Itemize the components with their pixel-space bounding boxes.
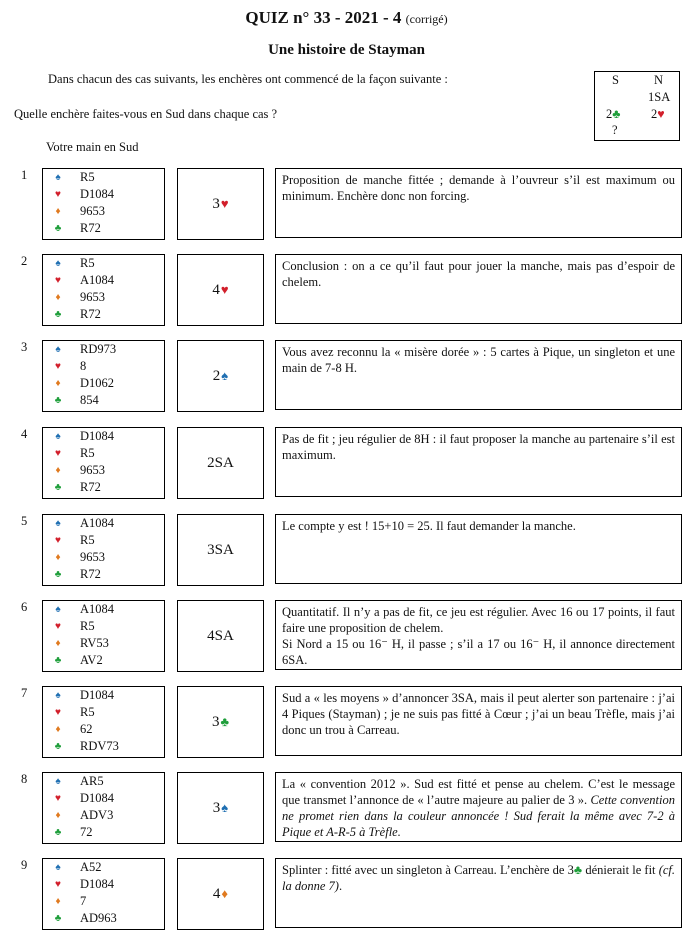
clubs-cards: 72 (80, 825, 93, 839)
row-number: 5 (21, 514, 28, 528)
heart-icon: ♥ (55, 621, 61, 632)
heart-icon: ♥ (657, 107, 665, 121)
clubs-cards: 854 (80, 393, 99, 407)
clubs-line (43, 910, 163, 927)
spades-line (43, 515, 163, 532)
spade-icon: ♠ (55, 172, 61, 183)
hearts-cards: R5 (80, 705, 95, 719)
club-icon: ♣ (54, 827, 62, 838)
diamond-icon: ♦ (55, 465, 61, 476)
row-number: 2 (21, 254, 28, 268)
spades-line (43, 601, 163, 618)
row-number: 9 (21, 858, 28, 872)
quiz-row-5 (0, 514, 693, 586)
bidding-col-n: N (654, 73, 664, 87)
south-hand (42, 168, 165, 240)
quiz-row-1 (0, 168, 693, 240)
intro-text: Dans chacun des cas suivants, les enchères ont commencé de la façon suivante : (48, 72, 448, 86)
south-hand (42, 514, 165, 586)
clubs-line (43, 824, 163, 841)
spade-icon: ♠ (55, 518, 61, 529)
diamond-icon: ♦ (55, 378, 61, 389)
hearts-line (43, 272, 163, 289)
hearts-line (43, 790, 163, 807)
bid-level: 3 (211, 713, 220, 730)
hand-label: Votre main en Sud (46, 140, 139, 154)
clubs-cards: AV2 (80, 653, 103, 667)
hearts-cards: 8 (80, 359, 87, 373)
club-icon: ♣ (54, 569, 62, 580)
clubs-cards: R72 (80, 480, 101, 494)
south-hand (42, 340, 165, 412)
diamond-icon: ♦ (55, 724, 61, 735)
diamonds-line (43, 549, 163, 566)
intro-question: Quelle enchère faites-vous en Sud dans chaque cas ? (14, 107, 278, 121)
spade-icon: ♠ (55, 258, 61, 269)
diamond-icon: ♦ (55, 638, 61, 649)
hearts-cards: D1084 (80, 877, 115, 891)
south-hand (42, 772, 165, 844)
row-number: 8 (21, 772, 28, 786)
bid-level: 4 (212, 281, 220, 298)
diamonds-cards: 9653 (80, 550, 105, 564)
bid-level: 4SA (207, 627, 234, 644)
spades-line (43, 428, 163, 445)
hearts-line (43, 704, 163, 721)
bid-level: 3 (212, 799, 221, 816)
spades-cards: D1084 (80, 688, 115, 702)
diamonds-line (43, 375, 163, 392)
diamond-icon: ♦ (55, 292, 61, 303)
hearts-line (43, 618, 163, 635)
south-hand (42, 427, 165, 499)
south-hand (42, 254, 165, 326)
quiz-row-3 (0, 340, 693, 412)
club-icon: ♣ (54, 741, 62, 752)
diamond-icon: ♦ (55, 206, 61, 217)
clubs-line (43, 306, 163, 323)
bidding-col-s: S (612, 73, 619, 87)
diamond-icon: ♦ (55, 896, 61, 907)
quiz-row-2 (0, 254, 693, 326)
diamonds-line (43, 635, 163, 652)
bidding-n1: 1SA (648, 90, 671, 104)
diamonds-line (43, 807, 163, 824)
answer-bid (177, 340, 264, 412)
club-icon: ♣ (612, 107, 621, 121)
club-icon: ♣ (54, 913, 62, 924)
answer-bid (177, 427, 264, 499)
club-icon: ♣ (54, 309, 62, 320)
hearts-cards: R5 (80, 446, 95, 460)
quiz-row-4 (0, 427, 693, 499)
answer-comment: La « convention 2012 ». Sud est fitté et pense au chelem. C’est le message que transmet l’annonce de « l’autre majeure au palier de 3 ». Cette convention ne promet rien dans la couleur annoncée ! Sud ferait la même avec 7-2 à Pique et A-R-5 à Trèfle. (275, 772, 682, 842)
clubs-line (43, 392, 163, 409)
answer-comment: Sud a « les moyens » d’annoncer 3SA, mais il peut alerter son partenaire : j’ai 4 Piques (Stayman) ; je ne suis pas fitté à Cœur ; j’ai un beau Trèfle, mais j’ai donc un trou à Carreau. (275, 686, 682, 756)
clubs-cards: R72 (80, 221, 101, 235)
answer-bid (177, 686, 264, 758)
club-icon: ♣ (220, 714, 230, 729)
row-number: 7 (21, 686, 28, 700)
spades-line (43, 859, 163, 876)
diamond-icon: ♦ (55, 810, 61, 821)
south-hand (42, 858, 165, 930)
spade-icon: ♠ (55, 690, 61, 701)
bidding-n2: 2♥ (651, 107, 665, 121)
clubs-cards: R72 (80, 307, 101, 321)
bid-level: 4 (212, 885, 221, 902)
south-hand (42, 600, 165, 672)
answer-comment: Vous avez reconnu la « misère dorée » : 5 cartes à Pique, un singleton et une main de 7-8 H. (275, 340, 682, 410)
hearts-line (43, 445, 163, 462)
spade-icon: ♠ (55, 862, 61, 873)
diamonds-line (43, 721, 163, 738)
south-hand (42, 686, 165, 758)
spades-cards: R5 (80, 170, 95, 184)
clubs-line (43, 220, 163, 237)
bid-level: 3 (212, 195, 220, 212)
clubs-line (43, 652, 163, 669)
hearts-line (43, 186, 163, 203)
answer-comment: Pas de fit ; jeu régulier de 8H : il faut proposer la manche au partenaire s’il est maximum. (275, 427, 682, 497)
diamonds-cards: 9653 (80, 290, 105, 304)
clubs-line (43, 566, 163, 583)
clubs-line (43, 738, 163, 755)
spades-line (43, 169, 163, 186)
quiz-subtitle: Une histoire de Stayman (268, 42, 425, 58)
clubs-line (43, 479, 163, 496)
spades-cards: A52 (80, 860, 102, 874)
heart-icon: ♥ (55, 535, 61, 546)
answer-bid (177, 600, 264, 672)
answer-comment: Splinter : fitté avec un singleton à Carreau. L’enchère de 3♣ dénierait le fit (cf. la donne 7). (275, 858, 682, 928)
bid-level: 2SA (207, 454, 234, 471)
diamond-icon: ♦ (221, 886, 229, 901)
answer-bid (177, 514, 264, 586)
spades-line (43, 687, 163, 704)
hearts-line (43, 876, 163, 893)
diamonds-cards: 9653 (80, 463, 105, 477)
quiz-row-6 (0, 600, 693, 672)
bidding-box (594, 71, 680, 141)
hearts-line (43, 358, 163, 375)
heart-icon: ♥ (55, 707, 61, 718)
quiz-row-9 (0, 858, 693, 930)
answer-bid (177, 168, 264, 240)
answer-comment: Le compte y est ! 15+10 = 25. Il faut demander la manche. (275, 514, 682, 584)
answer-comment: Proposition de manche fittée ; demande à l’ouvreur s’il est maximum ou minimum. Enchère donc non forcing. (275, 168, 682, 238)
row-number: 4 (21, 427, 28, 441)
club-icon: ♣ (573, 863, 583, 877)
answer-bid (177, 772, 264, 844)
heart-icon: ♥ (55, 879, 61, 890)
club-icon: ♣ (54, 655, 62, 666)
club-icon: ♣ (54, 482, 62, 493)
spades-cards: A1084 (80, 602, 115, 616)
diamonds-line (43, 203, 163, 220)
diamonds-cards: 9653 (80, 204, 105, 218)
heart-icon: ♥ (55, 189, 61, 200)
diamonds-cards: ADV3 (80, 808, 114, 822)
clubs-cards: AD963 (80, 911, 117, 925)
answer-comment: Quantitatif. Il n’y a pas de fit, ce jeu est régulier. Avec 16 ou 17 points, il faut faire une proposition de chelem. Si Nord a 15 ou 16⁻ H, il passe ; s’il a 17 ou 16⁻ H, il annonce directement 6SA. (275, 600, 682, 670)
club-icon: ♣ (54, 223, 62, 234)
title-note: (corrigé) (405, 12, 448, 26)
answer-bid (177, 254, 264, 326)
spades-cards: A1084 (80, 516, 115, 530)
spades-cards: R5 (80, 256, 95, 270)
diamonds-line (43, 893, 163, 910)
diamonds-line (43, 462, 163, 479)
bid-level: 3SA (207, 541, 234, 558)
heart-icon: ♥ (55, 275, 61, 286)
heart-icon: ♥ (55, 361, 61, 372)
spades-cards: RD973 (80, 342, 117, 356)
row-number: 1 (21, 168, 28, 182)
spades-cards: AR5 (80, 774, 104, 788)
clubs-cards: R72 (80, 567, 101, 581)
quiz-row-7 (0, 686, 693, 758)
hearts-line (43, 532, 163, 549)
hearts-cards: R5 (80, 533, 95, 547)
hearts-cards: R5 (80, 619, 95, 633)
row-number: 3 (21, 340, 28, 354)
diamonds-cards: D1062 (80, 376, 115, 390)
spades-line (43, 773, 163, 790)
spade-icon: ♠ (221, 368, 229, 383)
diamonds-line (43, 289, 163, 306)
clubs-cards: RDV73 (80, 739, 119, 753)
heart-icon: ♥ (55, 448, 61, 459)
hearts-cards: A1084 (80, 273, 115, 287)
spade-icon: ♠ (221, 800, 229, 815)
diamonds-cards: 62 (80, 722, 93, 736)
hearts-cards: D1084 (80, 791, 115, 805)
spade-icon: ♠ (55, 604, 61, 615)
hearts-cards: D1084 (80, 187, 115, 201)
answer-bid (177, 858, 264, 930)
heart-icon: ♥ (220, 282, 229, 297)
diamonds-cards: RV53 (80, 636, 109, 650)
spade-icon: ♠ (55, 776, 61, 787)
quiz-title: QUIZ n° 33 - 2021 - 4 (corrigé) (245, 8, 448, 27)
spade-icon: ♠ (55, 431, 61, 442)
spades-line (43, 255, 163, 272)
club-icon: ♣ (54, 395, 62, 406)
row-number: 6 (21, 600, 28, 614)
diamonds-cards: 7 (80, 894, 87, 908)
bid-level: 2 (212, 367, 221, 384)
answer-comment: Conclusion : on a ce qu’il faut pour jouer la manche, mais pas d’espoir de chelem. (275, 254, 682, 324)
bidding-s1: 2♣ (606, 107, 621, 121)
spades-line (43, 341, 163, 358)
diamond-icon: ♦ (55, 552, 61, 563)
heart-icon: ♥ (220, 196, 229, 211)
spades-cards: D1084 (80, 429, 115, 443)
quiz-row-8 (0, 772, 693, 844)
spade-icon: ♠ (55, 344, 61, 355)
bidding-s2: ? (612, 123, 618, 137)
heart-icon: ♥ (55, 793, 61, 804)
